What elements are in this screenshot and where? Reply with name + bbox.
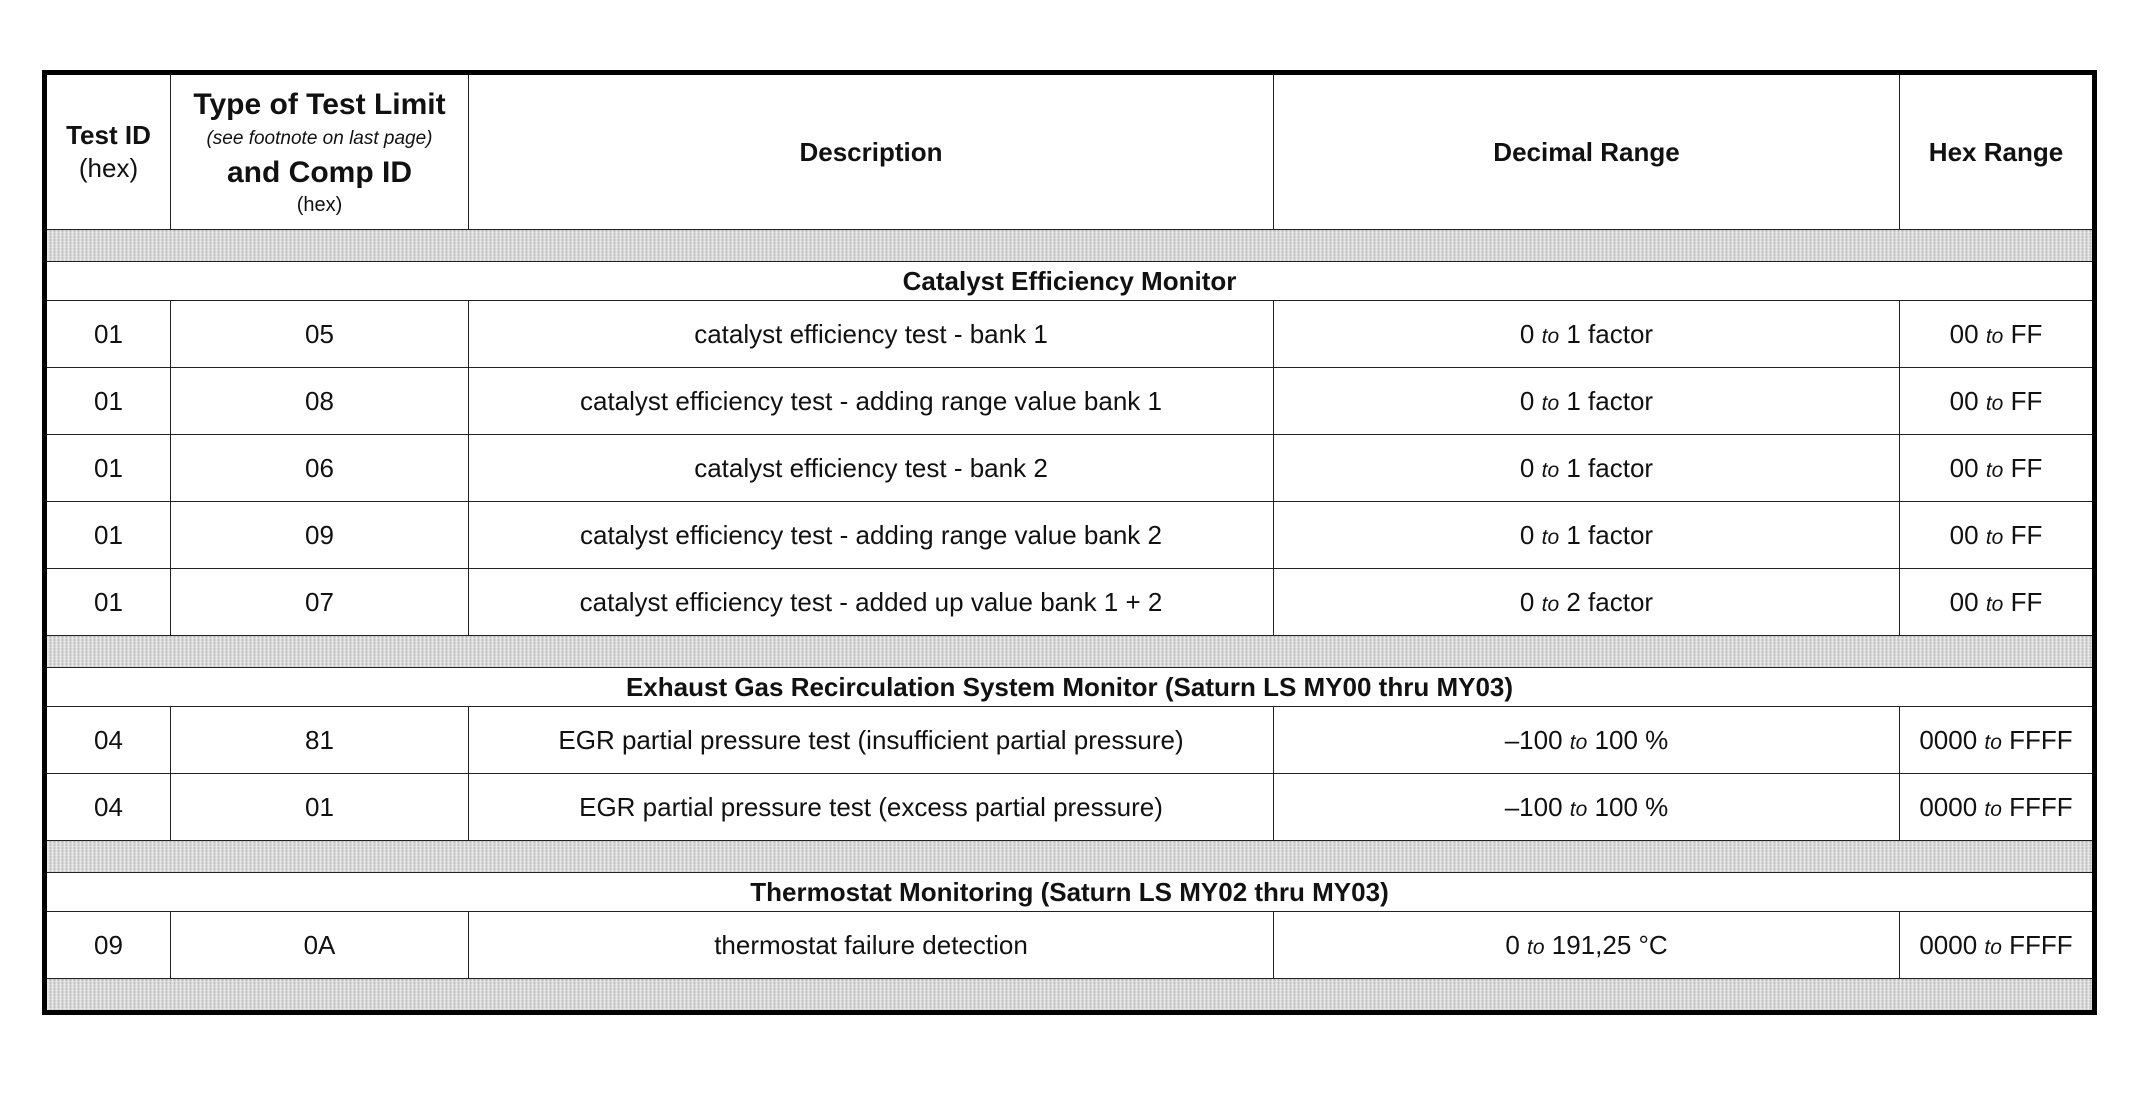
header-test-id: [45, 73, 171, 230]
table-row: [45, 368, 2095, 435]
cell-comp-id: 07: [171, 569, 469, 636]
shaded-separator-cell: [45, 979, 2095, 1013]
hex-range-to: FFFF: [2009, 791, 2073, 822]
decimal-range-from: 0: [1519, 385, 1535, 416]
hex-range-to: FFFF: [2009, 929, 2073, 960]
cell-hex-range: [1900, 368, 2095, 435]
shaded-separator-cell: [45, 230, 2095, 262]
decimal-range-from: 0: [1519, 318, 1535, 349]
shaded-separator-cell: [45, 636, 2095, 668]
section-title-row: [45, 873, 2095, 912]
hex-range-to: FF: [2010, 586, 2043, 617]
cell-test-id: 01: [45, 435, 171, 502]
cell-comp-id: 08: [171, 368, 469, 435]
header-type-line3: and Comp ID: [227, 156, 412, 189]
section-title-row: [45, 262, 2095, 301]
header-type-line1: Type of Test Limit: [193, 88, 446, 121]
decimal-range-from: 0: [1519, 519, 1535, 550]
test-limits-table: [42, 70, 2097, 1015]
cell-test-id: 04: [45, 707, 171, 774]
hex-range-to-word: to: [1984, 935, 2002, 959]
cell-test-id: 01: [45, 301, 171, 368]
cell-hex-range: [1900, 912, 2095, 979]
decimal-range-to-word: to: [1527, 935, 1545, 959]
cell-hex-range: [1900, 301, 2095, 368]
cell-decimal-range: [1274, 912, 1900, 979]
hex-range-to-word: to: [1984, 730, 2002, 754]
table-row: [45, 569, 2095, 636]
hex-range-to-word: to: [1984, 797, 2002, 821]
section-title: Catalyst Efficiency Monitor: [45, 262, 2095, 301]
cell-hex-range: [1900, 569, 2095, 636]
header-hex-range: Hex Range: [1900, 73, 2095, 230]
header-test-id-label: Test ID: [66, 120, 151, 150]
decimal-range-to-word: to: [1541, 592, 1560, 616]
cell-decimal-range: [1274, 435, 1900, 502]
cell-comp-id: 0A: [171, 912, 469, 979]
hex-range-to-word: to: [1985, 324, 2004, 348]
hex-range-to-word: to: [1985, 458, 2004, 482]
cell-description: catalyst efficiency test - bank 2: [469, 435, 1274, 502]
decimal-range-to: 100 %: [1594, 724, 1669, 755]
hex-range-from: 00: [1949, 385, 1979, 416]
cell-description: catalyst efficiency test - added up value bank 1 + 2: [469, 569, 1274, 636]
cell-hex-range: [1900, 774, 2095, 841]
section-title: Thermostat Monitoring (Saturn LS MY02 thru MY03): [45, 873, 2095, 912]
shaded-separator-row: [45, 636, 2095, 668]
cell-comp-id: 09: [171, 502, 469, 569]
cell-description: catalyst efficiency test - adding range value bank 2: [469, 502, 1274, 569]
cell-decimal-range: [1274, 502, 1900, 569]
cell-comp-id: 01: [171, 774, 469, 841]
decimal-range-from: –100: [1504, 791, 1563, 822]
shaded-separator-row: [45, 979, 2095, 1013]
table-row: [45, 707, 2095, 774]
decimal-range-from: 0: [1505, 929, 1520, 960]
cell-decimal-range: [1274, 774, 1900, 841]
table-header-row: [45, 73, 2095, 230]
header-type-footnote: (see footnote on last page): [206, 128, 433, 149]
hex-range-to-word: to: [1985, 592, 2004, 616]
table-body: [45, 230, 2095, 1013]
decimal-range-to: 1 factor: [1566, 452, 1654, 483]
cell-hex-range: [1900, 435, 2095, 502]
hex-range-from: 0000: [1919, 929, 1978, 960]
shaded-separator-row: [45, 230, 2095, 262]
decimal-range-to-word: to: [1541, 324, 1560, 348]
cell-decimal-range: [1274, 569, 1900, 636]
table-row: [45, 435, 2095, 502]
decimal-range-to-word: to: [1541, 391, 1560, 415]
cell-description: catalyst efficiency test - bank 1: [469, 301, 1274, 368]
cell-description: EGR partial pressure test (excess partial pressure): [469, 774, 1274, 841]
hex-range-to-word: to: [1985, 525, 2004, 549]
hex-range-from: 0000: [1919, 724, 1978, 755]
decimal-range-to-word: to: [1569, 730, 1588, 754]
decimal-range-from: 0: [1519, 586, 1535, 617]
cell-test-id: 04: [45, 774, 171, 841]
cell-hex-range: [1900, 707, 2095, 774]
table-row: [45, 774, 2095, 841]
hex-range-from: 00: [1949, 586, 1979, 617]
decimal-range-to: 1 factor: [1566, 519, 1654, 550]
cell-comp-id: 81: [171, 707, 469, 774]
decimal-range-to-word: to: [1569, 797, 1588, 821]
hex-range-to: FF: [2010, 452, 2043, 483]
shaded-separator-row: [45, 841, 2095, 873]
hex-range-to: FF: [2010, 385, 2043, 416]
decimal-range-to: 100 %: [1594, 791, 1669, 822]
section-title-row: [45, 668, 2095, 707]
header-decimal-range: Decimal Range: [1274, 73, 1900, 230]
hex-range-to: FF: [2010, 318, 2043, 349]
shaded-separator-cell: [45, 841, 2095, 873]
table-row: [45, 502, 2095, 569]
decimal-range-to: 1 factor: [1566, 385, 1654, 416]
header-type-of-test-limit: [171, 73, 469, 230]
hex-range-from: 00: [1949, 452, 1979, 483]
cell-description: EGR partial pressure test (insufficient partial pressure): [469, 707, 1274, 774]
decimal-range-to: 1 factor: [1566, 318, 1654, 349]
hex-range-to-word: to: [1985, 391, 2004, 415]
header-description: Description: [469, 73, 1274, 230]
hex-range-from: 0000: [1919, 791, 1978, 822]
cell-description: thermostat failure detection: [469, 912, 1274, 979]
hex-range-to: FFFF: [2009, 724, 2073, 755]
cell-description: catalyst efficiency test - adding range value bank 1: [469, 368, 1274, 435]
cell-comp-id: 05: [171, 301, 469, 368]
cell-test-id: 01: [45, 569, 171, 636]
decimal-range-to: 191,25 °C: [1551, 929, 1668, 960]
table-row: [45, 912, 2095, 979]
cell-hex-range: [1900, 502, 2095, 569]
decimal-range-to: 2 factor: [1566, 586, 1654, 617]
cell-test-id: 09: [45, 912, 171, 979]
decimal-range-to-word: to: [1541, 525, 1560, 549]
hex-range-from: 00: [1949, 519, 1979, 550]
cell-test-id: 01: [45, 502, 171, 569]
decimal-range-from: 0: [1519, 452, 1535, 483]
decimal-range-from: –100: [1504, 724, 1563, 755]
hex-range-to: FF: [2010, 519, 2043, 550]
cell-test-id: 01: [45, 368, 171, 435]
table-row: [45, 301, 2095, 368]
header-test-id-sub: (hex): [78, 153, 139, 183]
cell-decimal-range: [1274, 368, 1900, 435]
hex-range-from: 00: [1949, 318, 1979, 349]
cell-comp-id: 06: [171, 435, 469, 502]
cell-decimal-range: [1274, 707, 1900, 774]
cell-decimal-range: [1274, 301, 1900, 368]
decimal-range-to-word: to: [1541, 458, 1560, 482]
header-type-sub: (hex): [296, 194, 343, 216]
section-title: Exhaust Gas Recirculation System Monitor (Saturn LS MY00 thru MY03): [45, 668, 2095, 707]
